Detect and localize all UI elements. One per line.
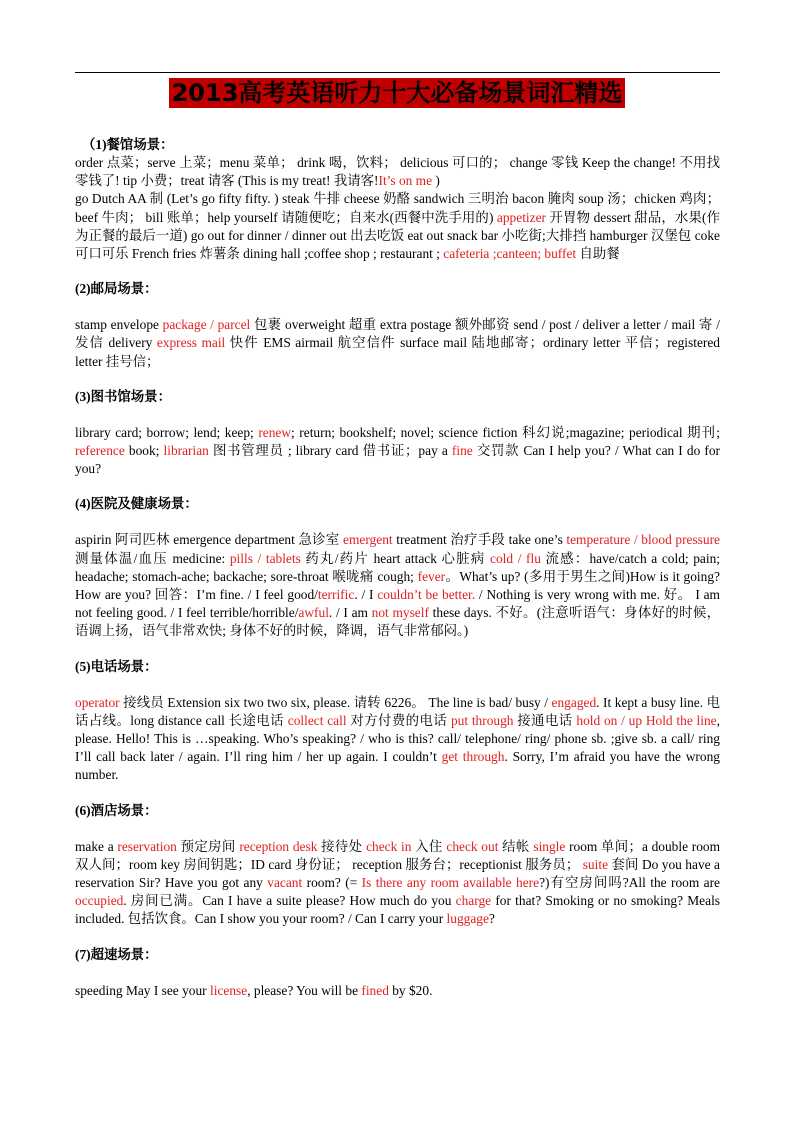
highlighted-term: appetizer [496, 209, 546, 225]
highlighted-term: cold / flu [490, 550, 541, 566]
highlighted-term: pills / tablets [229, 550, 301, 566]
header-rule [75, 72, 720, 73]
text-run: aspirin 阿司匹林 emergence department 急诊室 [75, 532, 344, 548]
text-run: book; [124, 443, 164, 459]
text-run: by $20. [388, 982, 433, 998]
text-run: 入住 [411, 838, 447, 854]
section-gap [75, 371, 720, 388]
text-run: 套间 Do you have a reservation Sir? Have you got any [75, 856, 720, 891]
highlighted-term: single [533, 838, 566, 854]
text-run: room 单间；a double room 双人间；room key 房间钥匙；ID card 身份证； reception 服务台；receptionist 服务员； [75, 838, 721, 872]
highlighted-term: put through [450, 712, 514, 728]
text-run: 接待处 [317, 838, 367, 854]
text-run: , please? You will be [247, 982, 362, 998]
text-run: 开胃物 dessert 甜品，水果(作为正餐的最后一道) go out for dinner / dinner out 出去吃饭 eat out snack bar 小吃街;大排挡 hamburger 汉堡包 coke 可口可乐 French fries 炸薯条 dining hall ;coffee shop ; restaurant ; [75, 209, 720, 262]
section-heading: (3)图书馆场景： [75, 388, 171, 404]
highlighted-term: hold on / up Hold the line [576, 712, 717, 728]
text-run: stamp envelope [75, 317, 163, 333]
highlighted-term: check in [366, 838, 412, 854]
highlighted-term: charge [455, 893, 492, 909]
text-run: . 房间已满。Can I have a suite please? How much do you [123, 893, 456, 909]
text-run: library card; borrow; lend; keep; [75, 424, 259, 440]
highlighted-term: reception desk [239, 838, 318, 854]
section-heading: (7)超速场景： [75, 946, 158, 962]
highlighted-term: express mail [156, 335, 226, 351]
highlighted-term: fined [361, 982, 389, 998]
page-title: 2013高考英语听力十大必备场景词汇精选 [169, 78, 626, 108]
document-body [75, 136, 720, 1000]
text-run: 接线员 Extension six two two six, please. 请转 6226。 The line is bad/ busy / [119, 694, 552, 710]
highlighted-term: suite [582, 856, 609, 872]
section-gap [75, 478, 720, 495]
text-run: ?)有空房间吗?All the room are [539, 875, 720, 891]
text-run: 流感：have/catch a cold; pain; headache; stomach-ache; backache; sore-throat 喉咙痛 cough; [75, 550, 720, 584]
highlighted-term: librarian [163, 443, 209, 459]
highlighted-term: emergent [343, 532, 393, 548]
highlighted-term: engaged [551, 694, 597, 710]
text-run: . / I [354, 587, 378, 603]
text-run: these days. 不好。(注意听语气：身体好的时候，语调上扬，语气非常欢快; 身体不好的时候，降调，语气非常郁闷。) [75, 605, 720, 639]
highlighted-term: vacant [267, 875, 303, 891]
highlighted-term: occupied [75, 893, 124, 909]
highlighted-term: reservation [117, 838, 177, 854]
highlighted-term: not myself [371, 605, 429, 621]
highlighted-term: renew [258, 424, 292, 440]
text-run: make a [75, 838, 118, 854]
text-run: . It kept a busy line. 电话占线。long distance call 长途电话 [75, 694, 720, 728]
text-run: . / I am [328, 605, 372, 621]
text-run: , please. Hello! This is …speaking. Who’s speaking? / who is this? call/ telephone/ ring/ phone sb. ;give sb. a call/ ring I’ll call back later / again. I’ll ring him / her up again. I couldn’t [75, 712, 720, 765]
section-paragraph [75, 982, 720, 1000]
highlighted-term: awful [298, 605, 329, 621]
title-block [0, 78, 794, 108]
highlighted-term: get through [441, 749, 505, 765]
text-run: 预定房间 [176, 838, 240, 854]
highlighted-term: package / parcel [162, 317, 251, 333]
section-gap [75, 641, 720, 658]
text-run: 接通电话 [513, 712, 577, 728]
text-run: treatment 治疗手段 take one’s [392, 532, 567, 548]
text-run: ) [432, 173, 440, 189]
section-paragraph [75, 838, 720, 929]
highlighted-term: terrific [317, 587, 355, 603]
highlighted-term: fine [451, 443, 473, 459]
text-run: 药丸/药片 heart attack 心脏病 [300, 550, 491, 566]
highlighted-term: operator [75, 694, 120, 710]
text-run: ; return; bookshelf; novel; science fiction 科幻说;magazine; periodical 期刊; [291, 424, 720, 440]
text-run: order 点菜；serve 上菜；menu 菜单； drink 喝，饮料； delicious 可口的； change 零钱 Keep the change! 不用找零钱了! tip 小费；treat 请客 (This is my treat! 我请客! [75, 155, 720, 189]
text-run: 结帐 [498, 838, 534, 854]
section-heading: (5)电话场景： [75, 658, 158, 674]
section-gap [75, 785, 720, 802]
section-heading: （1)餐馆场景： [82, 137, 174, 152]
heading-gap [75, 964, 720, 982]
highlighted-term: temperature / blood pressure [566, 532, 720, 548]
text-run: speeding May I see your [75, 982, 210, 998]
section-heading: (6)酒店场景： [75, 802, 158, 818]
section-heading: (4)医院及健康场景： [75, 496, 198, 512]
text-run: 交罚款 Can I help you? / What can I do for you? [75, 443, 720, 477]
heading-gap [75, 513, 720, 531]
highlighted-term: license [210, 982, 248, 998]
text-run: 测量体温/血压 medicine: [75, 550, 230, 566]
highlighted-term: reference [75, 443, 125, 459]
text-run: 快件 EMS airmail 航空信件 surface mail 陆地邮寄；ordinary letter 平信；registered letter 挂号信； [75, 335, 720, 369]
highlighted-term: couldn’t be better. [377, 587, 476, 603]
text-run: / Nothing is very wrong with me. 好。 I am not feeling good. / I feel terrible/horrible/ [75, 587, 720, 621]
section-paragraph [75, 694, 720, 785]
highlighted-term: cafeteria ;canteen; buffet [443, 246, 577, 262]
highlighted-term: Is there any room available here [361, 875, 540, 891]
text-run: 。What’s up? (多用于男生之间)How is it going? How are you? 回答：I’m fine. / I feel good/ [75, 568, 720, 603]
heading-gap [75, 406, 720, 424]
text-run: 对方付费的电话 [346, 712, 451, 728]
heading-gap [75, 298, 720, 316]
text-run: room? (= [302, 875, 362, 891]
highlighted-term: luggage [446, 911, 489, 927]
highlighted-term: check out [446, 838, 499, 854]
heading-gap [75, 676, 720, 694]
section-paragraph [75, 424, 720, 479]
highlighted-term: collect call [287, 712, 347, 728]
heading-gap [75, 820, 720, 838]
highlighted-term: fever [417, 568, 446, 584]
text-run: go Dutch AA 制 (Let’s go fifty fifty. ) steak 牛排 cheese 奶酪 sandwich 三明治 bacon 腌肉 soup 汤；chicken 鸡肉； beef 牛肉； bill 账单；help yourself 请随便吃；自来水(西餐中洗手用的) [75, 191, 720, 225]
section-paragraph [75, 154, 720, 263]
text-run: 包裹 overweight 超重 extra postage 额外邮资 send / post / deliver a letter / mail 寄 /发信 delivery [75, 317, 721, 351]
highlighted-term: It’s on me [378, 173, 433, 189]
text-run: 图书管理员 ; library card 借书证；pay a [208, 443, 452, 459]
text-run: ? [488, 911, 495, 927]
text-run: for that? Smoking or no smoking? Meals included. 包括饮食。Can I show you your room? / Can I carry your [75, 893, 721, 927]
section-heading: (2)邮局场景： [75, 281, 158, 297]
section-paragraph [75, 531, 720, 640]
text-run: . Sorry, I’m afraid you have the wrong number. [75, 749, 720, 783]
section-gap [75, 263, 720, 280]
section-paragraph [75, 316, 720, 371]
text-run: 自助餐 [576, 246, 620, 262]
section-gap [75, 929, 720, 946]
